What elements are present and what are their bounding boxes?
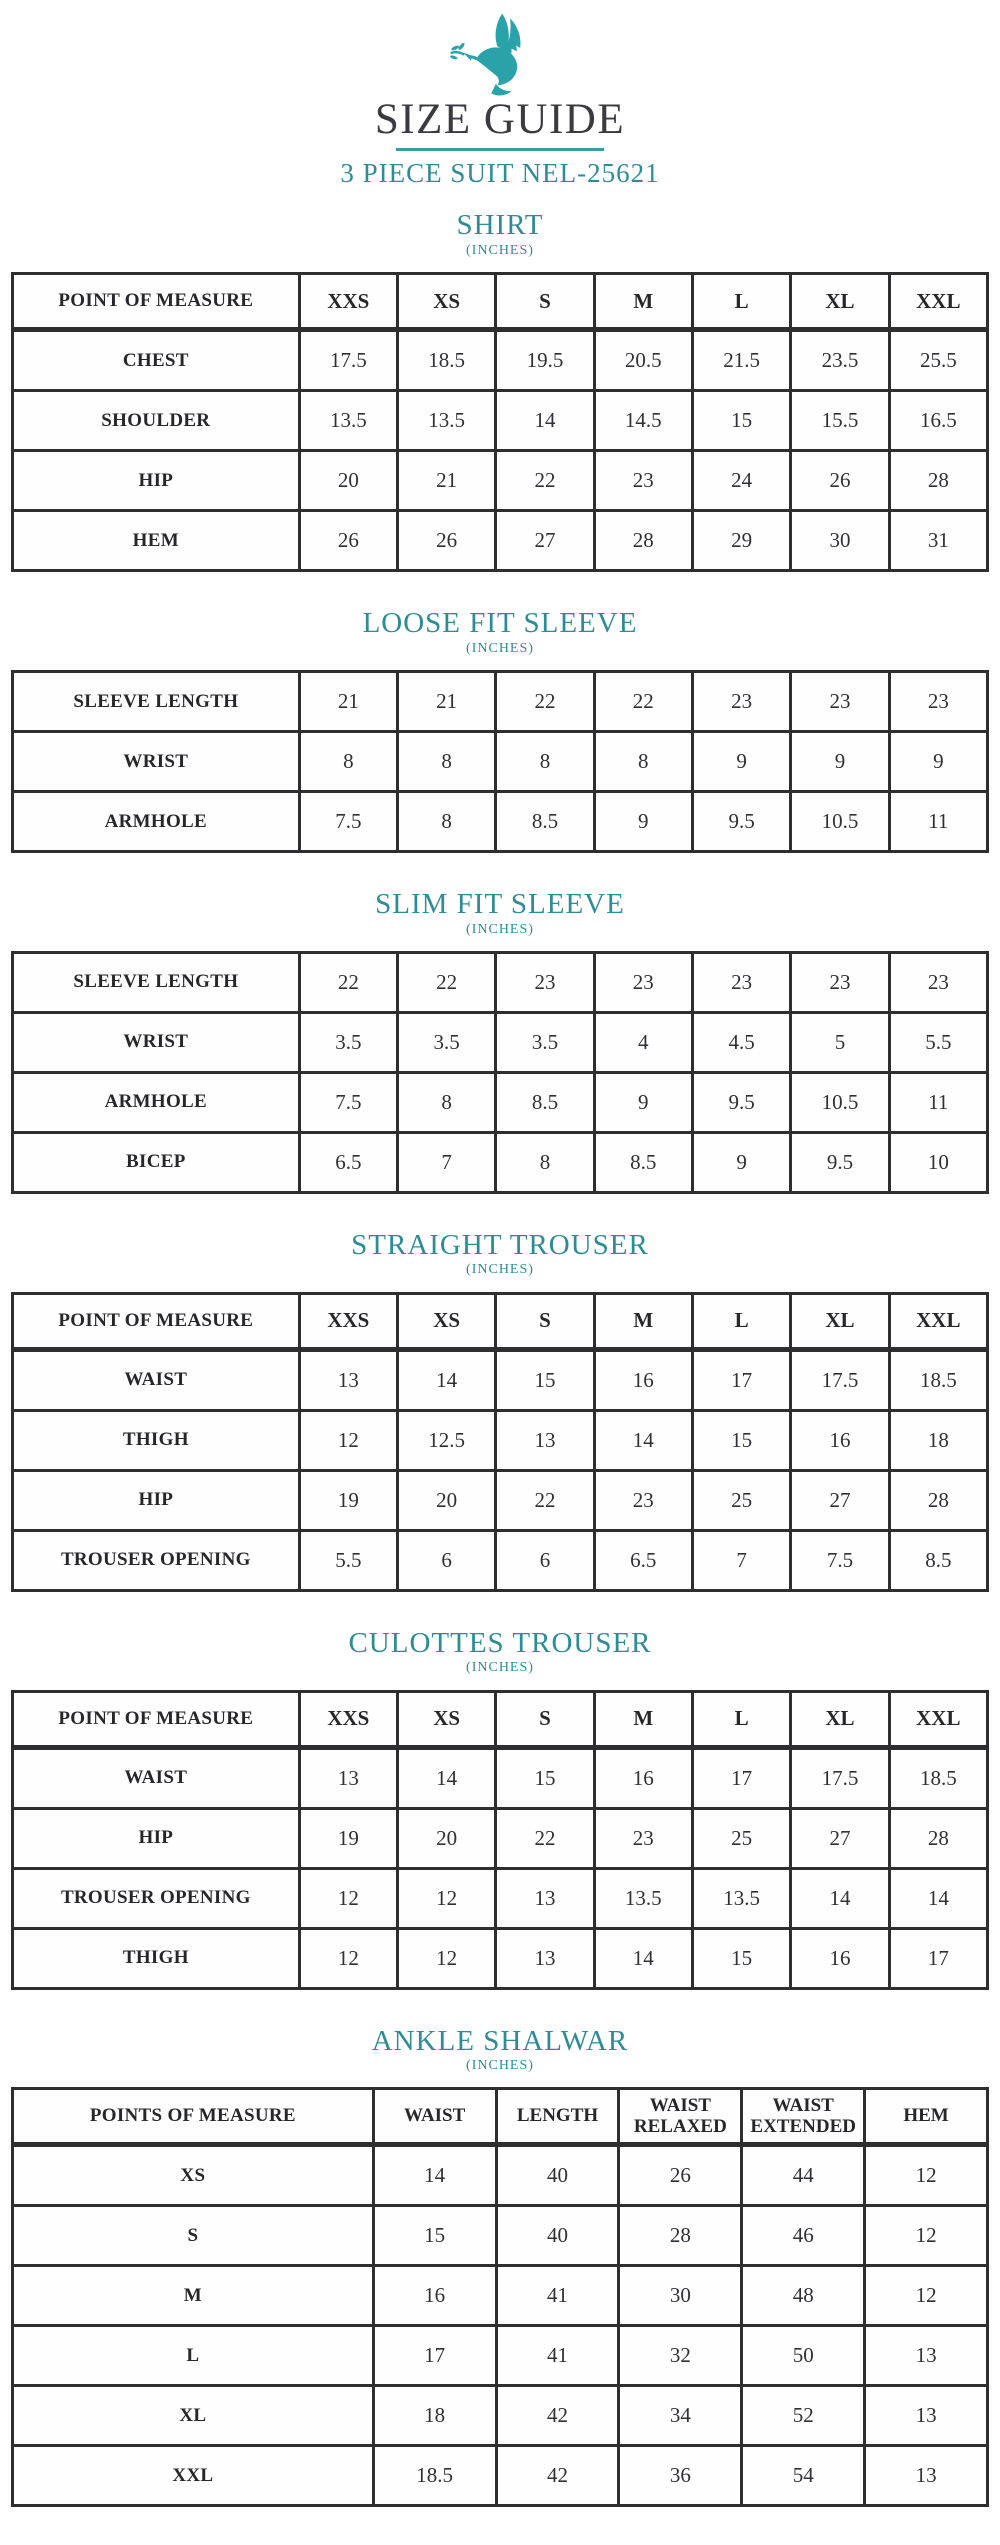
measurement-cell: 48 xyxy=(742,2266,865,2326)
measurement-cell: 52 xyxy=(742,2386,865,2446)
measurement-cell: 22 xyxy=(496,1808,594,1868)
measurement-cell: 23.5 xyxy=(791,330,889,391)
measurement-cell: 23 xyxy=(889,952,987,1012)
measurement-cell: 16 xyxy=(791,1410,889,1470)
row-label: THIGH xyxy=(13,1928,300,1988)
measurement-cell: 20 xyxy=(397,1808,495,1868)
measurement-cell: 15.5 xyxy=(791,391,889,451)
measurement-cell: 42 xyxy=(496,2446,619,2506)
measurement-cell: 25 xyxy=(692,1470,790,1530)
measurement-cell: 9 xyxy=(594,792,692,852)
measurement-cell: 22 xyxy=(496,672,594,732)
measurement-cell: 15 xyxy=(692,1410,790,1470)
measurement-cell: 8.5 xyxy=(496,1072,594,1132)
measurement-cell: 13 xyxy=(865,2446,988,2506)
measurement-cell: 11 xyxy=(889,792,987,852)
measurement-cell: 22 xyxy=(594,672,692,732)
row-label: BICEP xyxy=(13,1132,300,1192)
measurement-cell: 13.5 xyxy=(594,1868,692,1928)
measurement-cell: 22 xyxy=(496,451,594,511)
measurement-cell: 44 xyxy=(742,2145,865,2206)
section-title-ankle-shalwar: ANKLE SHALWAR xyxy=(371,2024,629,2057)
measurement-cell: 8 xyxy=(594,732,692,792)
row-label: WRIST xyxy=(13,732,300,792)
row-label: WAIST xyxy=(13,1747,300,1808)
column-header-measure: POINT OF MEASURE xyxy=(13,274,300,330)
table-row xyxy=(13,1747,988,1808)
column-header-xxs: XXS xyxy=(299,274,397,330)
measurement-cell: 18.5 xyxy=(373,2446,496,2506)
column-header-waist-extended: WAIST EXTENDED xyxy=(742,2089,865,2145)
measurement-cell: 10.5 xyxy=(791,1072,889,1132)
column-header-s: S xyxy=(496,1691,594,1747)
measurement-cell: 4 xyxy=(594,1012,692,1072)
column-header-xl: XL xyxy=(791,1293,889,1349)
table-row xyxy=(13,2206,988,2266)
measurement-cell: 17 xyxy=(692,1349,790,1410)
measurement-cell: 12 xyxy=(865,2206,988,2266)
measurement-cell: 8.5 xyxy=(496,792,594,852)
row-label: TROUSER OPENING xyxy=(13,1530,300,1590)
measurement-cell: 14 xyxy=(373,2145,496,2206)
measurement-cell: 27 xyxy=(791,1808,889,1868)
measurement-cell: 23 xyxy=(791,952,889,1012)
row-label: M xyxy=(13,2266,374,2326)
measurement-cell: 24 xyxy=(692,451,790,511)
row-label: SHOULDER xyxy=(13,391,300,451)
section-title-shirt: SHIRT xyxy=(456,209,544,242)
units-label: (INCHES) xyxy=(466,242,534,258)
measurement-cell: 16 xyxy=(791,1928,889,1988)
column-header-xl: XL xyxy=(791,274,889,330)
row-label: THIGH xyxy=(13,1410,300,1470)
measurement-cell: 8 xyxy=(397,732,495,792)
section-title-loose-fit-sleeve: LOOSE FIT SLEEVE xyxy=(362,607,638,640)
measurement-cell: 5.5 xyxy=(299,1530,397,1590)
section-culottes-trouser xyxy=(11,1628,989,1990)
table-row xyxy=(13,391,988,451)
loose-fit-sleeve-table xyxy=(11,670,989,853)
section-loose-fit-sleeve xyxy=(11,608,989,853)
table-row xyxy=(13,1868,988,1928)
measurement-cell: 13 xyxy=(496,1410,594,1470)
measurement-cell: 13.5 xyxy=(397,391,495,451)
table-row xyxy=(13,1928,988,1988)
product-subtitle: 3 PIECE SUIT NEL-25621 xyxy=(340,157,660,188)
measurement-cell: 3.5 xyxy=(397,1012,495,1072)
table-row xyxy=(13,732,988,792)
measurement-cell: 14 xyxy=(397,1747,495,1808)
table-row xyxy=(13,1072,988,1132)
measurement-cell: 9.5 xyxy=(692,1072,790,1132)
measurement-cell: 28 xyxy=(889,1470,987,1530)
measurement-cell: 23 xyxy=(692,952,790,1012)
straight-trouser-table xyxy=(11,1292,989,1592)
row-label: SLEEVE LENGTH xyxy=(13,952,300,1012)
measurement-cell: 16 xyxy=(594,1747,692,1808)
measurement-cell: 13 xyxy=(299,1747,397,1808)
measurement-cell: 17.5 xyxy=(791,1747,889,1808)
table-row xyxy=(13,1470,988,1530)
measurement-cell: 31 xyxy=(889,511,987,571)
column-header-l: L xyxy=(692,1293,790,1349)
measurement-cell: 9 xyxy=(889,732,987,792)
measurement-cell: 7 xyxy=(692,1530,790,1590)
column-header-waist-relaxed: WAIST RELAXED xyxy=(619,2089,742,2145)
table-row xyxy=(13,2386,988,2446)
measurement-cell: 14 xyxy=(594,1928,692,1988)
measurement-cell: 42 xyxy=(496,2386,619,2446)
row-label: CHEST xyxy=(13,330,300,391)
section-straight-trouser xyxy=(11,1230,989,1592)
measurement-cell: 25.5 xyxy=(889,330,987,391)
measurement-cell: 7.5 xyxy=(299,1072,397,1132)
row-label: ARMHOLE xyxy=(13,1072,300,1132)
table-row xyxy=(13,1410,988,1470)
table-row xyxy=(13,2266,988,2326)
column-header-xxs: XXS xyxy=(299,1691,397,1747)
measurement-cell: 20.5 xyxy=(594,330,692,391)
units-label: (INCHES) xyxy=(466,1660,534,1676)
table-row xyxy=(13,451,988,511)
column-header-xs: XS xyxy=(397,274,495,330)
header-row xyxy=(13,274,988,330)
measurement-cell: 41 xyxy=(496,2266,619,2326)
measurement-cell: 14 xyxy=(889,1868,987,1928)
row-label: HIP xyxy=(13,451,300,511)
column-header-waist: WAIST xyxy=(373,2089,496,2145)
measurement-cell: 26 xyxy=(299,511,397,571)
measurement-cell: 21 xyxy=(397,672,495,732)
measurement-cell: 16 xyxy=(594,1349,692,1410)
measurement-cell: 23 xyxy=(594,952,692,1012)
measurement-cell: 14 xyxy=(791,1868,889,1928)
section-slim-fit-sleeve xyxy=(11,889,989,1194)
table-row xyxy=(13,1012,988,1072)
measurement-cell: 8 xyxy=(397,1072,495,1132)
measurement-cell: 17.5 xyxy=(791,1349,889,1410)
column-header-l: L xyxy=(692,274,790,330)
measurement-cell: 6.5 xyxy=(299,1132,397,1192)
measurement-cell: 3.5 xyxy=(299,1012,397,1072)
measurement-cell: 12.5 xyxy=(397,1410,495,1470)
column-header-xxl: XXL xyxy=(889,1293,987,1349)
measurement-cell: 14 xyxy=(594,1410,692,1470)
section-title-slim-fit-sleeve: SLIM FIT SLEEVE xyxy=(375,888,625,921)
measurement-cell: 8 xyxy=(496,1132,594,1192)
brand-header xyxy=(11,12,989,188)
measurement-cell: 9 xyxy=(692,1132,790,1192)
header-row xyxy=(13,2089,988,2145)
measurement-cell: 13 xyxy=(299,1349,397,1410)
table-row xyxy=(13,2145,988,2206)
page-title: SIZE GUIDE xyxy=(374,96,626,143)
column-header-m: M xyxy=(594,274,692,330)
measurement-cell: 12 xyxy=(397,1928,495,1988)
measurement-cell: 28 xyxy=(889,1808,987,1868)
measurement-cell: 26 xyxy=(397,511,495,571)
table-row xyxy=(13,1349,988,1410)
section-ankle-shalwar xyxy=(11,2026,989,2508)
measurement-cell: 23 xyxy=(692,672,790,732)
row-label: SLEEVE LENGTH xyxy=(13,672,300,732)
measurement-cell: 28 xyxy=(889,451,987,511)
row-label: WAIST xyxy=(13,1349,300,1410)
measurement-cell: 15 xyxy=(373,2206,496,2266)
column-header-length: LENGTH xyxy=(496,2089,619,2145)
measurement-cell: 14 xyxy=(496,391,594,451)
section-title-straight-trouser: STRAIGHT TROUSER xyxy=(351,1228,649,1261)
measurement-cell: 20 xyxy=(397,1470,495,1530)
measurement-cell: 22 xyxy=(299,952,397,1012)
measurement-cell: 6 xyxy=(397,1530,495,1590)
measurement-cell: 13.5 xyxy=(299,391,397,451)
table-row xyxy=(13,1530,988,1590)
column-header-m: M xyxy=(594,1691,692,1747)
column-header-xxl: XXL xyxy=(889,274,987,330)
measurement-cell: 18 xyxy=(889,1410,987,1470)
measurement-cell: 14 xyxy=(397,1349,495,1410)
table-row xyxy=(13,952,988,1012)
measurement-cell: 26 xyxy=(619,2145,742,2206)
measurement-cell: 12 xyxy=(397,1868,495,1928)
measurement-cell: 16 xyxy=(373,2266,496,2326)
header-row xyxy=(13,1691,988,1747)
measurement-cell: 12 xyxy=(865,2145,988,2206)
column-header-s: S xyxy=(496,274,594,330)
measurement-cell: 9 xyxy=(791,732,889,792)
table-row xyxy=(13,511,988,571)
measurement-cell: 15 xyxy=(496,1747,594,1808)
row-label: XL xyxy=(13,2386,374,2446)
measurement-cell: 13 xyxy=(865,2386,988,2446)
measurement-cell: 23 xyxy=(594,1808,692,1868)
measurement-cell: 21.5 xyxy=(692,330,790,391)
measurement-cell: 14.5 xyxy=(594,391,692,451)
measurement-cell: 13 xyxy=(865,2326,988,2386)
dove-logo-icon xyxy=(449,12,551,98)
measurement-cell: 18 xyxy=(373,2386,496,2446)
measurement-cell: 40 xyxy=(496,2206,619,2266)
measurement-cell: 5.5 xyxy=(889,1012,987,1072)
measurement-cell: 17 xyxy=(889,1928,987,1988)
measurement-cell: 50 xyxy=(742,2326,865,2386)
measurement-cell: 21 xyxy=(299,672,397,732)
measurement-cell: 19.5 xyxy=(496,330,594,391)
column-header-s: S xyxy=(496,1293,594,1349)
column-header-m: M xyxy=(594,1293,692,1349)
column-header-l: L xyxy=(692,1691,790,1747)
measurement-cell: 15 xyxy=(496,1349,594,1410)
shirt-size-table xyxy=(11,272,989,572)
measurement-cell: 26 xyxy=(791,451,889,511)
measurement-cell: 25 xyxy=(692,1808,790,1868)
column-header-measure: POINT OF MEASURE xyxy=(13,1691,300,1747)
culottes-trouser-table xyxy=(11,1690,989,1990)
row-label: XXL xyxy=(13,2446,374,2506)
row-label: ARMHOLE xyxy=(13,792,300,852)
measurement-cell: 28 xyxy=(594,511,692,571)
measurement-cell: 27 xyxy=(791,1470,889,1530)
measurement-cell: 23 xyxy=(594,451,692,511)
measurement-cell: 17 xyxy=(373,2326,496,2386)
table-row xyxy=(13,1132,988,1192)
measurement-cell: 23 xyxy=(889,672,987,732)
table-row xyxy=(13,1808,988,1868)
slim-fit-sleeve-table xyxy=(11,951,989,1194)
measurement-cell: 18.5 xyxy=(889,1747,987,1808)
row-label: XS xyxy=(13,2145,374,2206)
measurement-cell: 36 xyxy=(619,2446,742,2506)
measurement-cell: 22 xyxy=(397,952,495,1012)
row-label: WRIST xyxy=(13,1012,300,1072)
measurement-cell: 6.5 xyxy=(594,1530,692,1590)
measurement-cell: 13 xyxy=(496,1868,594,1928)
column-header-xxs: XXS xyxy=(299,1293,397,1349)
row-label: S xyxy=(13,2206,374,2266)
units-label: (INCHES) xyxy=(466,2057,534,2073)
header-row xyxy=(13,1293,988,1349)
measurement-cell: 15 xyxy=(692,391,790,451)
measurement-cell: 8.5 xyxy=(889,1530,987,1590)
ankle-shalwar-table xyxy=(11,2087,989,2507)
measurement-cell: 21 xyxy=(397,451,495,511)
table-row xyxy=(13,2326,988,2386)
section-shirt xyxy=(11,210,989,572)
measurement-cell: 6 xyxy=(496,1530,594,1590)
measurement-cell: 18.5 xyxy=(889,1349,987,1410)
measurement-cell: 17.5 xyxy=(299,330,397,391)
measurement-cell: 30 xyxy=(791,511,889,571)
measurement-cell: 8 xyxy=(496,732,594,792)
column-header-measure: POINT OF MEASURE xyxy=(13,1293,300,1349)
measurement-cell: 29 xyxy=(692,511,790,571)
measurement-cell: 13.5 xyxy=(692,1868,790,1928)
measurement-cell: 46 xyxy=(742,2206,865,2266)
measurement-cell: 30 xyxy=(619,2266,742,2326)
row-label: HIP xyxy=(13,1470,300,1530)
measurement-cell: 10.5 xyxy=(791,792,889,852)
measurement-cell: 13 xyxy=(496,1928,594,1988)
measurement-cell: 41 xyxy=(496,2326,619,2386)
column-header-xl: XL xyxy=(791,1691,889,1747)
measurement-cell: 17 xyxy=(692,1747,790,1808)
units-label: (INCHES) xyxy=(466,640,534,656)
measurement-cell: 27 xyxy=(496,511,594,571)
measurement-cell: 11 xyxy=(889,1072,987,1132)
measurement-cell: 9 xyxy=(692,732,790,792)
measurement-cell: 18.5 xyxy=(397,330,495,391)
column-header-measure: POINTS OF MEASURE xyxy=(13,2089,374,2145)
measurement-cell: 7.5 xyxy=(299,792,397,852)
measurement-cell: 19 xyxy=(299,1470,397,1530)
row-label: HEM xyxy=(13,511,300,571)
table-row xyxy=(13,792,988,852)
column-header-xs: XS xyxy=(397,1691,495,1747)
measurement-cell: 8 xyxy=(299,732,397,792)
measurement-cell: 40 xyxy=(496,2145,619,2206)
measurement-cell: 23 xyxy=(791,672,889,732)
column-header-xs: XS xyxy=(397,1293,495,1349)
measurement-cell: 20 xyxy=(299,451,397,511)
measurement-cell: 10 xyxy=(889,1132,987,1192)
measurement-cell: 12 xyxy=(299,1410,397,1470)
table-row xyxy=(13,2446,988,2506)
measurement-cell: 4.5 xyxy=(692,1012,790,1072)
title-underline xyxy=(396,148,604,151)
measurement-cell: 5 xyxy=(791,1012,889,1072)
row-label: L xyxy=(13,2326,374,2386)
row-label: HIP xyxy=(13,1808,300,1868)
measurement-cell: 12 xyxy=(299,1928,397,1988)
section-title-culottes-trouser: CULOTTES TROUSER xyxy=(348,1626,652,1659)
table-row xyxy=(13,330,988,391)
measurement-cell: 23 xyxy=(496,952,594,1012)
measurement-cell: 9.5 xyxy=(692,792,790,852)
units-label: (INCHES) xyxy=(466,921,534,937)
column-header-hem: HEM xyxy=(865,2089,988,2145)
column-header-xxl: XXL xyxy=(889,1691,987,1747)
measurement-cell: 9 xyxy=(594,1072,692,1132)
measurement-cell: 32 xyxy=(619,2326,742,2386)
measurement-cell: 8 xyxy=(397,792,495,852)
measurement-cell: 16.5 xyxy=(889,391,987,451)
measurement-cell: 28 xyxy=(619,2206,742,2266)
measurement-cell: 54 xyxy=(742,2446,865,2506)
measurement-cell: 15 xyxy=(692,1928,790,1988)
measurement-cell: 22 xyxy=(496,1470,594,1530)
units-label: (INCHES) xyxy=(466,1262,534,1278)
measurement-cell: 12 xyxy=(865,2266,988,2326)
measurement-cell: 8.5 xyxy=(594,1132,692,1192)
measurement-cell: 34 xyxy=(619,2386,742,2446)
measurement-cell: 7 xyxy=(397,1132,495,1192)
measurement-cell: 19 xyxy=(299,1808,397,1868)
measurement-cell: 23 xyxy=(594,1470,692,1530)
measurement-cell: 3.5 xyxy=(496,1012,594,1072)
row-label: TROUSER OPENING xyxy=(13,1868,300,1928)
measurement-cell: 7.5 xyxy=(791,1530,889,1590)
measurement-cell: 9.5 xyxy=(791,1132,889,1192)
measurement-cell: 12 xyxy=(299,1868,397,1928)
table-row xyxy=(13,672,988,732)
